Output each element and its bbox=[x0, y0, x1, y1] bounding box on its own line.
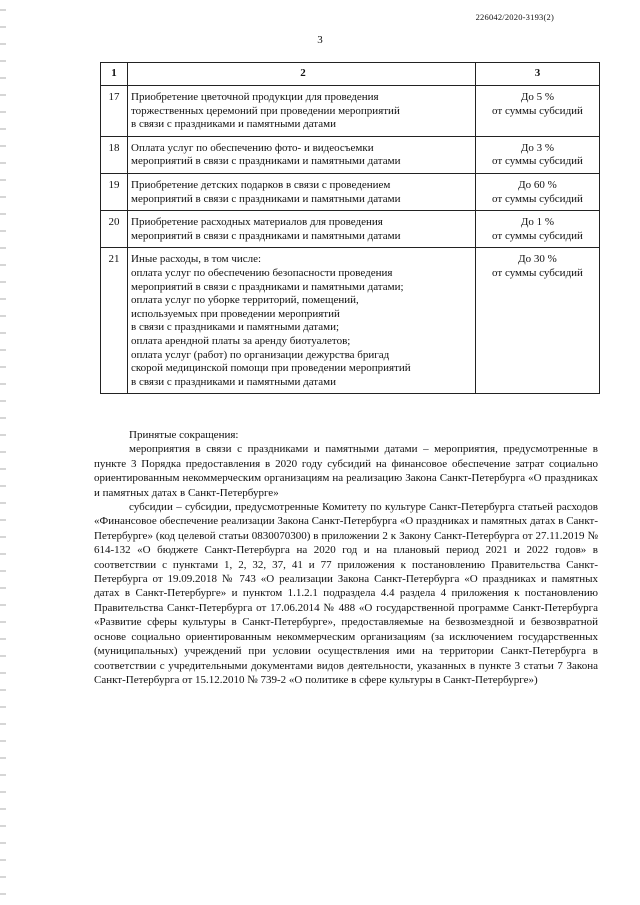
column-header-2: 2 bbox=[128, 63, 476, 86]
description-line: используемых при проведении мероприятий bbox=[131, 307, 340, 320]
description-line: мероприятий в связи с праздниками и памятными датами bbox=[131, 192, 401, 205]
page-number: 3 bbox=[317, 34, 323, 46]
row-description bbox=[128, 86, 476, 137]
description-line: оплата услуг по уборке территорий, помещений, bbox=[131, 294, 359, 307]
expenses-table bbox=[100, 62, 600, 394]
description-line: оплата арендной платы за аренду биотуалетов; bbox=[131, 334, 351, 347]
abbreviations-section bbox=[94, 428, 598, 687]
table-row bbox=[101, 211, 600, 248]
limit-basis: от суммы субсидий bbox=[492, 229, 583, 242]
row-description bbox=[128, 211, 476, 248]
description-line: торжественных церемоний при проведении мероприятий bbox=[131, 104, 400, 117]
table-row bbox=[101, 136, 600, 173]
description-line: Оплата услуг по обеспечению фото- и видеосъемки bbox=[131, 141, 374, 154]
limit-percent: До 5 % bbox=[520, 91, 555, 103]
limit-basis: от суммы субсидий bbox=[492, 104, 583, 117]
row-number: 20 bbox=[101, 211, 128, 248]
row-description bbox=[128, 136, 476, 173]
table-row bbox=[101, 248, 600, 394]
table-row bbox=[101, 86, 600, 137]
limit-basis: от суммы субсидий bbox=[492, 266, 583, 279]
table-row bbox=[101, 173, 600, 210]
description-line: Приобретение цветочной продукции для проведения bbox=[131, 91, 379, 103]
limit-percent: До 30 % bbox=[518, 253, 557, 266]
row-number: 17 bbox=[101, 86, 128, 137]
description-line: оплата услуг по обеспечению безопасности проведения bbox=[131, 266, 393, 279]
scan-edge-artifact bbox=[0, 0, 6, 905]
description-line: оплата услуг (работ) по организации дежурства бригад bbox=[131, 348, 390, 361]
table-header-row bbox=[101, 63, 600, 86]
row-description bbox=[128, 173, 476, 210]
limit-basis: от суммы субсидий bbox=[492, 192, 583, 205]
description-line: мероприятий в связи с праздниками и памятными датами bbox=[131, 155, 401, 168]
row-limit bbox=[476, 248, 600, 394]
row-limit bbox=[476, 211, 600, 248]
row-limit bbox=[476, 136, 600, 173]
limit-basis: от суммы субсидий bbox=[492, 155, 583, 168]
limit-percent: До 60 % bbox=[518, 178, 557, 191]
row-number: 21 bbox=[101, 248, 128, 394]
abbreviation-events-definition: мероприятия в связи с праздниками и памятными датами – мероприятия, предусмотренные в пункте 3 Порядка предоставления в 2020 году субсидий на финансовое обеспечение затрат социально ориентированным некоммерческим организациям на реализацию Закона Санкт-Петербурга «О праздниках и памятных датах в Санкт-Петербурге» bbox=[94, 443, 598, 499]
row-number: 19 bbox=[101, 173, 128, 210]
description-line: Приобретение детских подарков в связи с проведением bbox=[131, 178, 391, 191]
column-header-1: 1 bbox=[101, 63, 128, 86]
description-line: Приобретение расходных материалов для проведения bbox=[131, 216, 383, 229]
row-limit bbox=[476, 173, 600, 210]
description-line: в связи с праздниками и памятными датами bbox=[131, 375, 336, 388]
row-description bbox=[128, 248, 476, 394]
description-line: в связи с праздниками и памятными датами; bbox=[131, 321, 340, 334]
description-line: мероприятий в связи с праздниками и памятными датами; bbox=[131, 280, 404, 293]
abbreviations-title: Принятые сокращения: bbox=[129, 429, 239, 441]
row-number: 18 bbox=[101, 136, 128, 173]
description-line: Иные расходы, в том числе: bbox=[131, 253, 262, 266]
column-header-3: 3 bbox=[476, 63, 600, 86]
document-id: 226042/2020-3193(2) bbox=[475, 12, 554, 22]
description-line: скорой медицинской помощи при проведении мероприятий bbox=[131, 362, 411, 375]
row-limit bbox=[476, 86, 600, 137]
limit-percent: До 1 % bbox=[520, 216, 555, 229]
description-line: в связи с праздниками и памятными датами bbox=[131, 118, 336, 131]
limit-percent: До 3 % bbox=[520, 141, 555, 154]
description-line: мероприятий в связи с праздниками и памятными датами bbox=[131, 229, 401, 242]
abbreviation-subsidies-definition: субсидии – субсидии, предусмотренные Комитету по культуре Санкт-Петербурга статьей расходов «Финансовое обеспечение реализации Закона Санкт-Петербурга «О праздниках и памятных датах в Санкт-Петербурге» (код целевой статьи 0830070300) в приложении 2 к Закону Санкт-Петербурга от 27.11.2019 № 614-132 «О бюджете Санкт-Петербурга на 2020 год и на плановый период 2021 и 2022 годов» в соответствии с пунктами 1, 2, 32, 37, 41 и 77 приложения к постановлению Правительства Санкт-Петербурга от 19.09.2018 № 743 «О реализации Закона Санкт-Петербурга «О праздниках и памятных датах в Санкт-Петербурге» и пунктом 1.1.2.1 подраздела 4.4 раздела 4 приложения к постановлению Правительства Санкт-Петербурга от 17.06.2014 № 488 «О государственной программе Санкт-Петербурга «Развитие сферы культуры в Санкт-Петербурге», предоставляемые на безвозмездной и безвозвратной основе социально ориентированным некоммерческим организациям (за исключением государственных (муниципальных) учреждений при условии осуществления ими на территории Санкт-Петербурга в соответствии с учредительными документами видов деятельности, указанных в пункте 3 статьи 7 Закона Санкт-Петербурга от 15.12.2010 № 739-2 «О политике в сфере культуры в Санкт-Петербурге») bbox=[94, 501, 598, 686]
